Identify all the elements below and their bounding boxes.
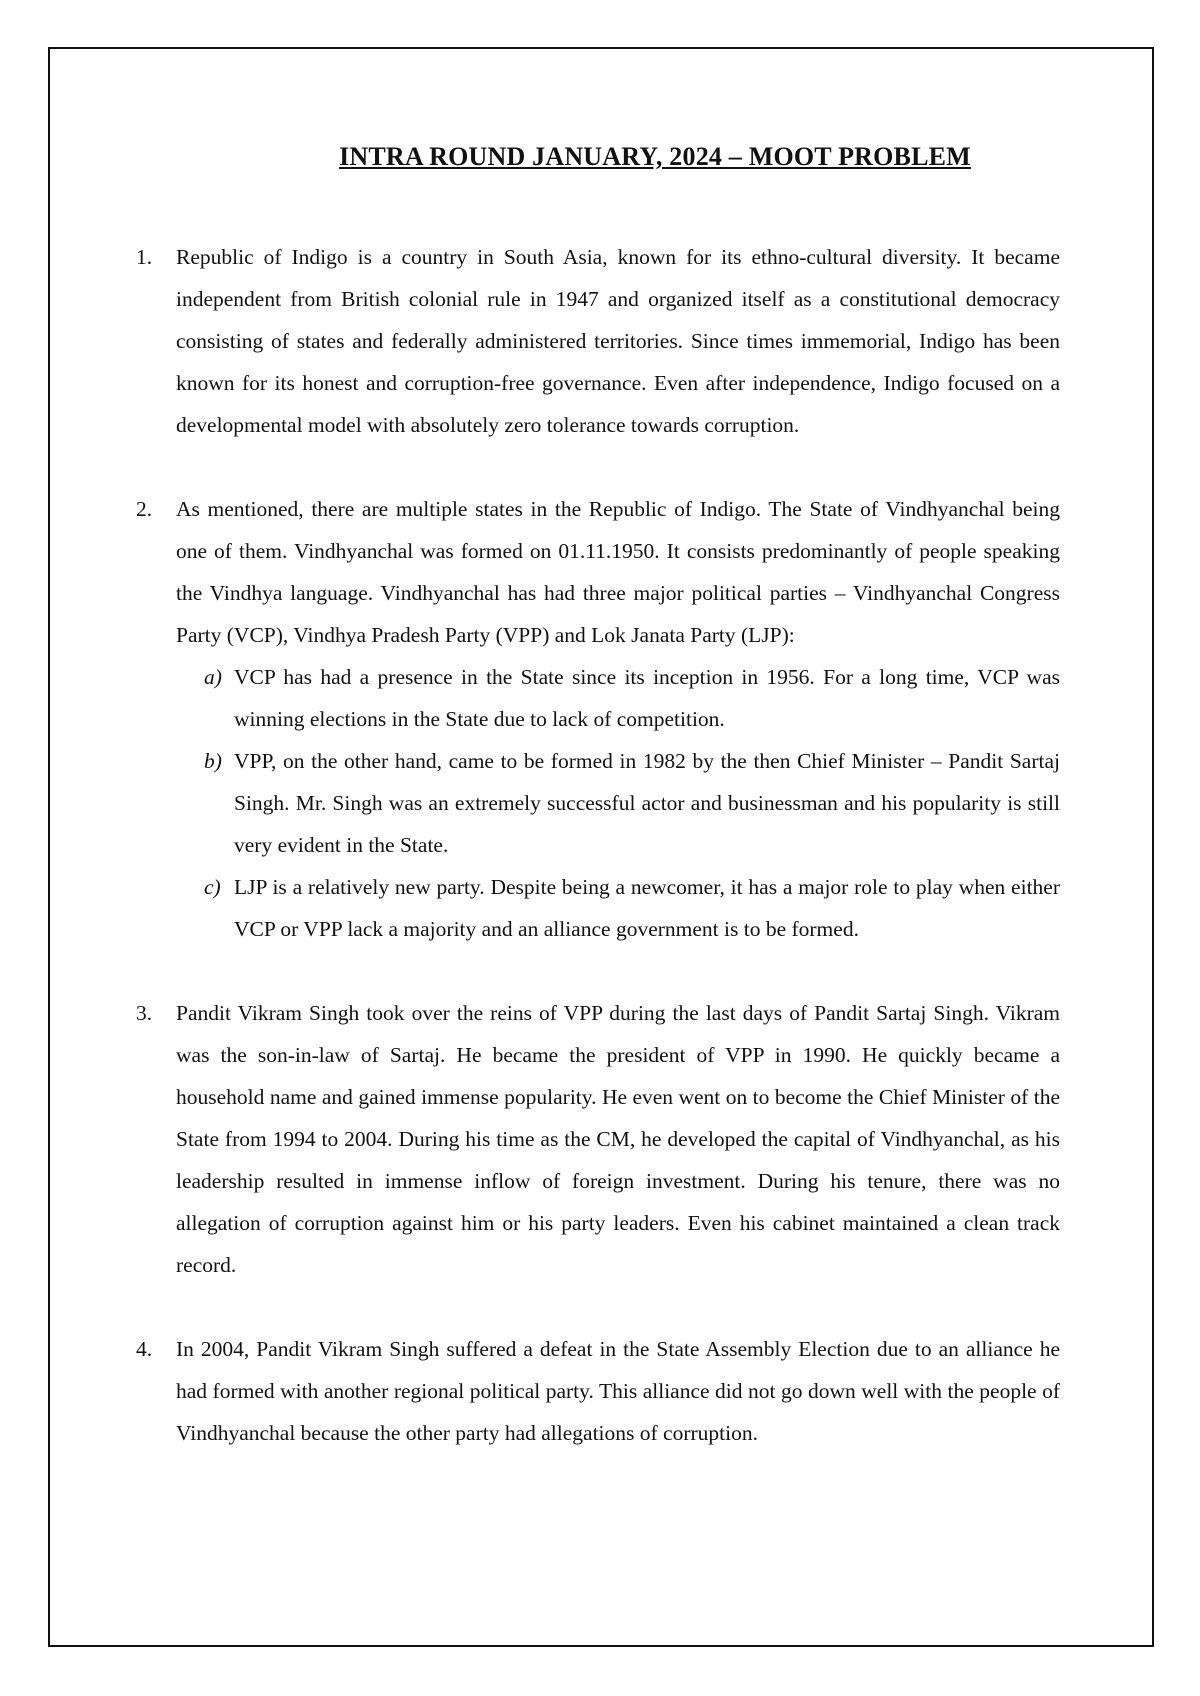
list-item-text: VPP, on the other hand, came to be formed in 1982 by the then Chief Minister – Pandit Sartaj Singh. Mr. Singh was an extremely successful actor and businessman and his popularity is still very evident in the State. xyxy=(234,749,1060,857)
paragraph-1 xyxy=(126,236,1060,446)
list-item-text: VCP has had a presence in the State since its inception in 1956. For a long time, VCP was winning elections in the State due to lack of competition. xyxy=(234,665,1060,731)
list-item xyxy=(176,866,1060,950)
paragraph-number: 3. xyxy=(136,1001,153,1025)
paragraph-number: 1. xyxy=(136,245,153,269)
paragraph-text: As mentioned, there are multiple states in the Republic of Indigo. The State of Vindhyanchal being one of them. Vindhyanchal was formed on 01.11.1950. It consists predominantly of people speaking the Vindhya language. Vindhyanchal has had three major political parties – Vindhyanchal Congress Party (VCP), Vindhya Pradesh Party (VPP) and Lok Janata Party (LJP): xyxy=(176,497,1060,647)
paragraph-3 xyxy=(126,992,1060,1286)
list-item xyxy=(176,656,1060,740)
paragraph-text: Republic of Indigo is a country in South Asia, known for its ethno-cultural diversity. It became independent from British colonial rule in 1947 and organized itself as a constitutional democracy consisting of states and federally administered territories. Since times immemorial, Indigo has been known for its honest and corruption-free governance. Even after independence, Indigo focused on a developmental model with absolutely zero tolerance towards corruption. xyxy=(176,245,1060,437)
document-title: INTRA ROUND JANUARY, 2024 – MOOT PROBLEM xyxy=(339,142,971,171)
document-body xyxy=(126,236,1060,1496)
paragraph-2 xyxy=(126,488,1060,950)
paragraph-number: 4. xyxy=(136,1337,153,1361)
paragraph-text: Pandit Vikram Singh took over the reins of VPP during the last days of Pandit Sartaj Singh. Vikram was the son-in-law of Sartaj. He became the president of VPP in 1990. He quickly became a household name and gained immense popularity. He even went on to become the Chief Minister of the State from 1994 to 2004. During his time as the CM, he developed the capital of Vindhyanchal, as his leadership resulted in immense inflow of foreign investment. During his tenure, there was no allegation of corruption against him or his party leaders. Even his cabinet maintained a clean track record. xyxy=(176,1001,1060,1277)
list-item xyxy=(176,740,1060,866)
list-item-letter: a) xyxy=(204,665,222,689)
list-item-text: LJP is a relatively new party. Despite being a newcomer, it has a major role to play when either VCP or VPP lack a majority and an alliance government is to be formed. xyxy=(234,875,1060,941)
party-list xyxy=(176,656,1060,950)
list-item-letter: c) xyxy=(204,875,221,899)
paragraph-number: 2. xyxy=(136,497,153,521)
paragraph-4 xyxy=(126,1328,1060,1454)
paragraph-text: In 2004, Pandit Vikram Singh suffered a defeat in the State Assembly Election due to an alliance he had formed with another regional political party. This alliance did not go down well with the people of Vindhyanchal because the other party had allegations of corruption. xyxy=(176,1337,1060,1445)
list-item-letter: b) xyxy=(204,749,222,773)
